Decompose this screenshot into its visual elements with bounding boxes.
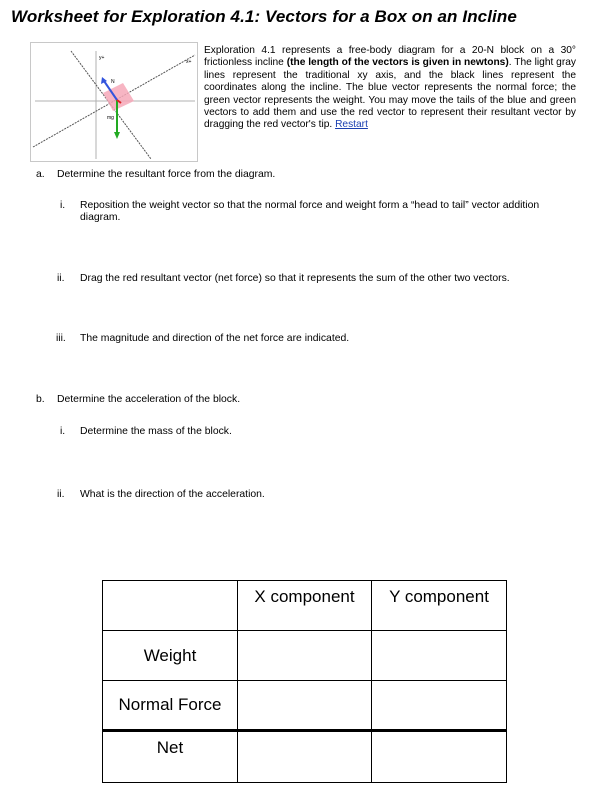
free-body-diagram[interactable] bbox=[30, 42, 198, 162]
question-number: ii. bbox=[57, 273, 65, 284]
normal-label: N bbox=[111, 79, 115, 85]
question-a-i bbox=[60, 200, 560, 228]
question-number: i. bbox=[60, 426, 66, 437]
question-number: iii. bbox=[56, 333, 66, 344]
intro-text-2: . The light gray lines represent the traditional xy axis, and the black lines represent the coordinates along the incline. The blue vector represents the normal force; the green vector represents the weight. You may move the tails of the blue and green vectors to add them and use the red vector to represent their resultant vector by dragging the red vector's tip. bbox=[204, 57, 576, 131]
question-b-i bbox=[60, 426, 560, 440]
question-text: Determine the acceleration of the block. bbox=[57, 394, 241, 405]
x-component-cell[interactable] bbox=[238, 631, 372, 681]
table-header-cell: X component bbox=[238, 581, 372, 631]
x-axis-label: x+ bbox=[186, 59, 192, 65]
x-component-cell[interactable] bbox=[238, 731, 372, 783]
y-component-cell[interactable] bbox=[372, 731, 507, 783]
table-row bbox=[103, 731, 507, 783]
table-header-row bbox=[103, 581, 507, 631]
restart-link[interactable]: Restart bbox=[335, 119, 368, 131]
question-text: What is the direction of the acceleration. bbox=[80, 489, 265, 500]
question-b-ii bbox=[57, 489, 557, 503]
intro-paragraph bbox=[204, 45, 576, 132]
component-table bbox=[102, 580, 507, 783]
x-component-cell[interactable] bbox=[238, 681, 372, 731]
y-component-cell[interactable] bbox=[372, 681, 507, 731]
weight-vector-tip[interactable] bbox=[114, 132, 120, 139]
intro-bold-text: (the length of the vectors is given in newtons) bbox=[286, 57, 509, 69]
question-number: a. bbox=[36, 169, 45, 180]
table-row bbox=[103, 681, 507, 731]
weight-label: mg bbox=[107, 115, 114, 121]
table-row bbox=[103, 631, 507, 681]
question-a bbox=[36, 169, 586, 183]
diagram-canvas bbox=[31, 43, 197, 161]
question-number: i. bbox=[60, 200, 66, 211]
question-text: Reposition the weight vector so that the normal force and weight form a “head to tail” vector addition diagram. bbox=[80, 200, 540, 223]
row-label: Weight bbox=[103, 631, 238, 681]
y-axis-label: y+ bbox=[99, 55, 105, 61]
question-number: b. bbox=[36, 394, 45, 405]
question-text: Determine the mass of the block. bbox=[80, 426, 232, 437]
question-text: Determine the resultant force from the diagram. bbox=[57, 169, 276, 180]
intro-text-1: Exploration 4.1 represents a free-body diagram for a 20-N block on a 30° frictionless incline bbox=[204, 45, 576, 69]
row-label: Normal Force bbox=[103, 681, 238, 731]
page-title: Worksheet for Exploration 4.1: Vectors for a Box on an Incline bbox=[11, 7, 517, 26]
question-a-ii bbox=[57, 273, 577, 287]
question-b bbox=[36, 394, 586, 408]
table-header-cell bbox=[103, 581, 238, 631]
question-a-iii bbox=[56, 333, 576, 347]
y-component-cell[interactable] bbox=[372, 631, 507, 681]
question-text: Drag the red resultant vector (net force) so that it represents the sum of the other two vectors. bbox=[80, 273, 510, 284]
question-text: The magnitude and direction of the net force are indicated. bbox=[80, 333, 350, 344]
row-label: Net bbox=[103, 731, 238, 783]
question-number: ii. bbox=[57, 489, 65, 500]
table-header-cell: Y component bbox=[372, 581, 507, 631]
